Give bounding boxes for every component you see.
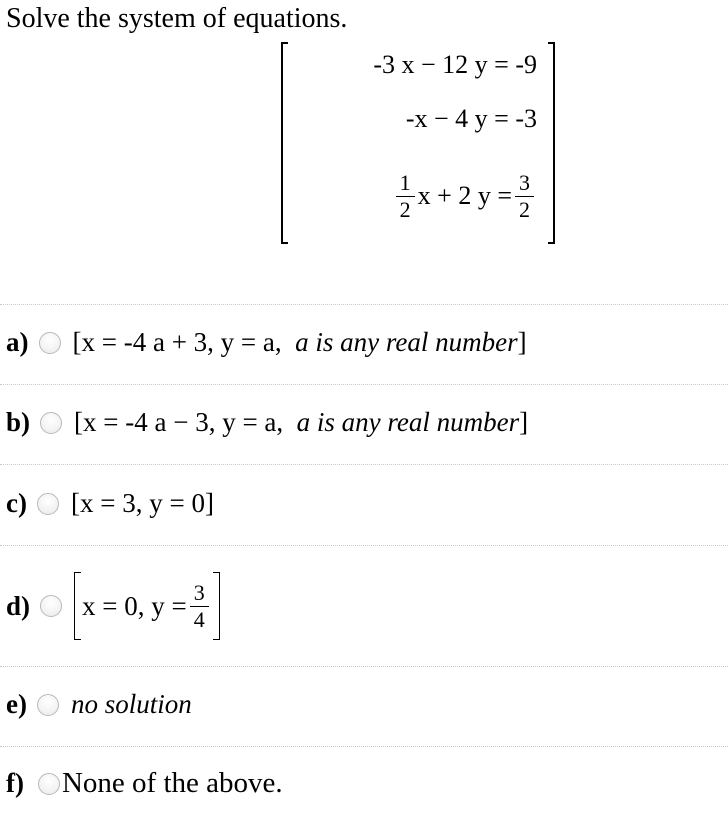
open-bracket: [ [70,488,80,518]
equation-3-rhs [515,171,534,222]
close-bracket: ] [204,488,214,518]
question-text: Solve the system of equations. [6,3,348,34]
option-d-text: x = 0, y = [82,590,187,621]
system-left-bracket [281,42,288,244]
separator [0,304,728,305]
equation-system [281,42,555,244]
option-a-answer [73,327,527,358]
separator [0,666,728,667]
radio-button-d[interactable] [40,595,62,617]
equation-3-coefficient [396,171,415,222]
equation-2-rhs: = -3 [494,104,537,133]
option-b[interactable] [6,407,528,438]
rhs-denominator: 2 [519,196,530,222]
radio-button-e[interactable] [37,694,59,716]
option-letter: d) [6,590,31,621]
separator [0,545,728,546]
system-right-bracket [548,42,555,244]
option-c[interactable] [6,488,214,519]
rhs-numerator: 3 [515,171,534,197]
coefficient-denominator: 2 [399,196,411,222]
option-c-text: x = 3, y = 0 [79,488,205,518]
option-b-note: a is any real number [296,407,520,437]
equation-2 [406,104,537,134]
option-letter: e) [6,689,27,719]
close-bracket: ] [517,327,527,357]
radio-button-c[interactable] [37,493,59,515]
close-bracket: ] [519,407,529,437]
option-e-text: no solution [70,689,192,719]
option-f[interactable] [6,767,283,800]
equation-3-middle: x + 2 y = [417,181,512,210]
equation-1-rhs: = -9 [494,50,537,79]
option-letter: b) [6,407,31,437]
option-letter: a) [6,327,29,357]
option-a[interactable] [6,327,527,358]
radio-button-f[interactable] [38,773,60,795]
fraction-denominator: 4 [193,606,205,632]
option-b-text: x = -4 a − 3, y = a, [83,407,284,437]
coefficient-numerator: 1 [396,171,415,197]
option-d-fraction [190,581,209,632]
separator [0,464,728,465]
equation-2-lhs: -x − 4 y [405,104,488,133]
separator [0,746,728,747]
open-bracket: [ [72,327,82,357]
option-e[interactable] [6,689,192,720]
equation-3 [393,160,537,232]
radio-button-b[interactable] [40,412,62,434]
option-letter: c) [6,488,27,518]
option-d-answer [74,570,220,642]
tall-right-bracket [213,572,220,640]
option-c-answer [71,488,214,519]
equation-1 [373,50,537,80]
option-d[interactable] [6,570,220,642]
option-letter: f) [6,768,24,798]
equation-1-lhs: -3 x − 12 y [373,50,488,79]
option-a-note: a is any real number [295,327,518,357]
fraction-numerator: 3 [190,581,209,607]
option-b-answer [74,407,528,438]
option-f-text: None of the above. [61,767,283,799]
radio-button-a[interactable] [39,332,61,354]
open-bracket: [ [74,407,84,437]
tall-left-bracket [74,572,81,640]
separator [0,384,728,385]
option-a-text: x = -4 a + 3, y = a, [81,327,282,357]
